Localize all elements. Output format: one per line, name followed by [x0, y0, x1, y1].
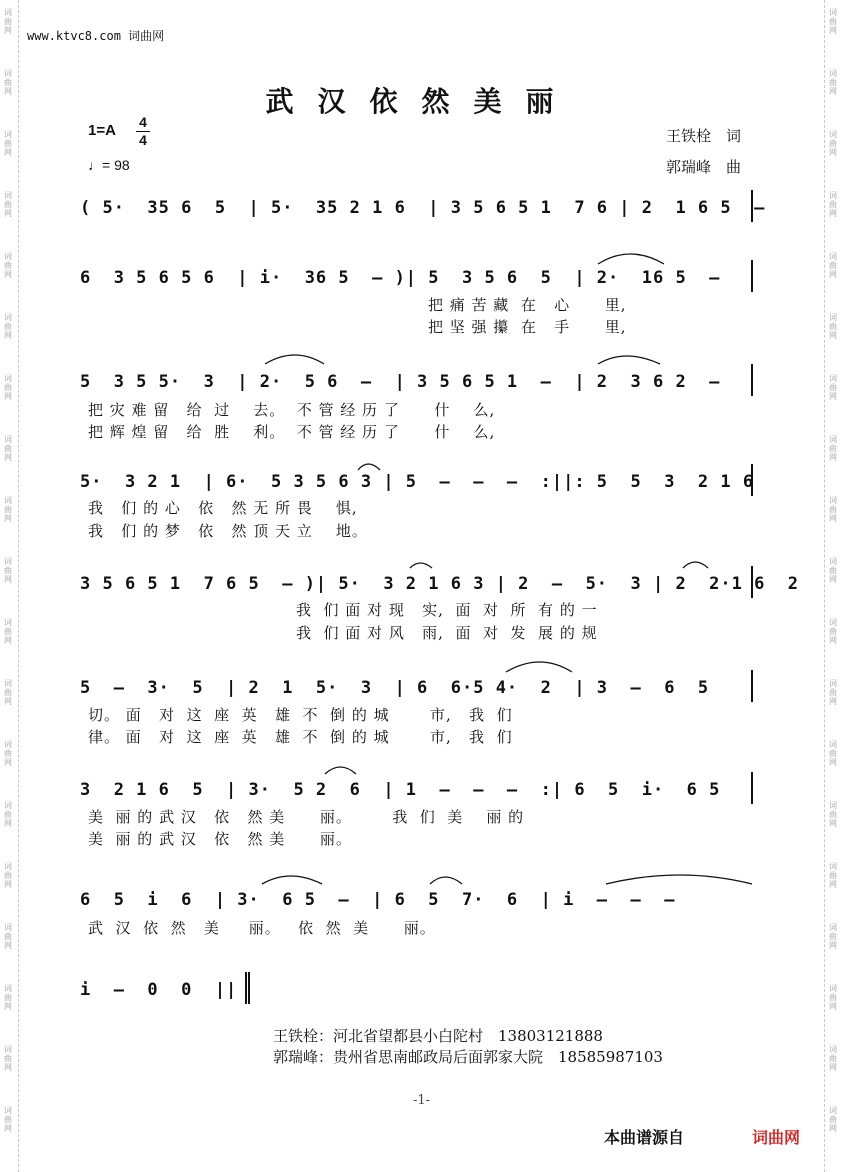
system-7-notes: 3 2 1 6 5 | 3· 5 2 6 | 1 – – – :| 6 5 i· 6 5 [80, 780, 721, 800]
watermark-text: 词曲网 [4, 1045, 12, 1072]
watermark-text: 词曲网 [829, 1106, 837, 1133]
watermark-text: 词曲网 [4, 740, 12, 767]
system-7-lyric-2: 美 丽 的 武 汉 依 然 美 丽。 [88, 830, 352, 848]
watermark-text: 词曲网 [4, 130, 12, 157]
watermark-text: 词曲网 [829, 1045, 837, 1072]
source-label: 本曲谱源自 [604, 1128, 685, 1147]
system-1-notes: ( 5· 35 6 5 | 5· 35 2 1 6 | 3 5 6 5 1 7 6 | 2 1 6 5 – [80, 198, 766, 218]
watermark-text: 词曲网 [829, 313, 837, 340]
song-title: 武汉依然美丽 [265, 85, 578, 118]
system-5-lyric-1: 我 们 面 对 现 实, 面 对 所 有 的 一 [296, 601, 598, 619]
system-7-lyric-1: 美 丽 的 武 汉 依 然 美 丽。 我 们 美 丽 的 [88, 808, 525, 826]
system-9-notes: i – 0 0 || [80, 980, 238, 1000]
watermark-text: 词曲网 [4, 1106, 12, 1133]
watermark-text: 词曲网 [829, 557, 837, 584]
system-4-lyric-2: 我 们 的 梦 依 然 顶 天 立 地。 [88, 522, 368, 540]
system-3-lyric-1: 把 灾 难 留 给 过 去。 不 管 经 历 了 什 么, [88, 401, 496, 419]
watermark-text: 词曲网 [829, 618, 837, 645]
watermark-text: 词曲网 [829, 69, 837, 96]
key-signature: 1=A [88, 122, 116, 139]
system-4-lyric-1: 我 们 的 心 依 然 无 所 畏 惧, [88, 499, 358, 517]
system-5-lyric-2: 我 们 面 对 风 雨, 面 对 发 展 的 规 [296, 624, 598, 642]
system-2-lyric-1: 把 痛 苦 藏 在 心 里, [428, 296, 627, 314]
contact-lyricist: 王铁栓：河北省望都县小白陀村 13803121888 [273, 1027, 603, 1045]
lyricist-credit: 王铁栓 词 [666, 127, 742, 145]
watermark-text: 词曲网 [4, 191, 12, 218]
contact-composer: 郭瑞峰：贵州省思南邮政局后面郭家大院 18585987103 [273, 1048, 663, 1066]
watermark-text: 词曲网 [4, 313, 12, 340]
tempo-value: = 98 [102, 157, 130, 173]
watermark-text: 词曲网 [829, 862, 837, 889]
watermark-text: 词曲网 [4, 374, 12, 401]
watermark-text: 词曲网 [829, 374, 837, 401]
composer-credit: 郭瑞峰 曲 [666, 158, 742, 176]
watermark-text: 词曲网 [4, 8, 12, 35]
system-8-notes: 6 5 i 6 | 3· 6 5 – | 6 5 7· 6 | i – – – [80, 890, 676, 910]
system-6-lyric-2: 律。 面 对 这 座 英 雄 不 倒 的 城 市, 我 们 [88, 728, 513, 746]
system-8-lyric-1: 武 汉 依 然 美 丽。 依 然 美 丽。 [88, 919, 436, 937]
source-brand-link[interactable]: 词曲网 [752, 1128, 801, 1147]
time-signature-top: 4 [139, 114, 147, 130]
watermark-text: 词曲网 [829, 191, 837, 218]
system-2-notes: 6 3 5 6 5 6 | i· 36 5 – )| 5 3 5 6 5 | 2· 16 5 – [80, 268, 721, 288]
watermark-text: 词曲网 [4, 679, 12, 706]
system-3-lyric-2: 把 辉 煌 留 给 胜 利。 不 管 经 历 了 什 么, [88, 423, 496, 441]
quarter-note-icon: ♩ [88, 157, 102, 173]
system-4-notes: 5· 3 2 1 | 6· 5 3 5 6 3 | 5 – – – :||: 5 5 3 2 1 6 [80, 472, 755, 492]
system-6-lyric-1: 切。 面 对 这 座 英 雄 不 倒 的 城 市, 我 们 [88, 706, 513, 724]
watermark-text: 词曲网 [829, 435, 837, 462]
watermark-text: 词曲网 [829, 679, 837, 706]
watermark-text: 词曲网 [4, 801, 12, 828]
watermark-text: 词曲网 [829, 801, 837, 828]
watermark-text: 词曲网 [4, 923, 12, 950]
system-5-notes: 3 5 6 5 1 7 6 5 – )| 5· 3 2 1 6 3 | 2 – 5· 3 | 2 2·1 6 2 [80, 574, 800, 594]
system-6-notes: 5 – 3· 5 | 2 1 5· 3 | 6 6·5 4· 2 | 3 – 6 5 [80, 678, 710, 698]
site-url[interactable]: www.ktvc8.com 词曲网 [27, 29, 165, 43]
watermark-text: 词曲网 [4, 435, 12, 462]
system-2-lyric-2: 把 坚 强 攥 在 手 里, [428, 318, 627, 336]
watermark-text: 词曲网 [4, 862, 12, 889]
watermark-text: 词曲网 [4, 496, 12, 523]
watermark-text: 词曲网 [829, 496, 837, 523]
watermark-text: 词曲网 [829, 923, 837, 950]
watermark-text: 词曲网 [4, 252, 12, 279]
watermark-text: 词曲网 [4, 618, 12, 645]
watermark-text: 词曲网 [829, 252, 837, 279]
watermark-text: 词曲网 [4, 984, 12, 1011]
watermark-text: 词曲网 [829, 8, 837, 35]
watermark-text: 词曲网 [829, 984, 837, 1011]
page-number: -1- [412, 1093, 431, 1108]
watermark-text: 词曲网 [4, 557, 12, 584]
system-3-notes: 5 3 5 5· 3 | 2· 5 6 – | 3 5 6 5 1 – | 2 3 6 2 – [80, 372, 721, 392]
time-signature-bottom: 4 [139, 132, 147, 148]
watermark-text: 词曲网 [4, 69, 12, 96]
watermark-text: 词曲网 [829, 130, 837, 157]
watermark-text: 词曲网 [829, 740, 837, 767]
